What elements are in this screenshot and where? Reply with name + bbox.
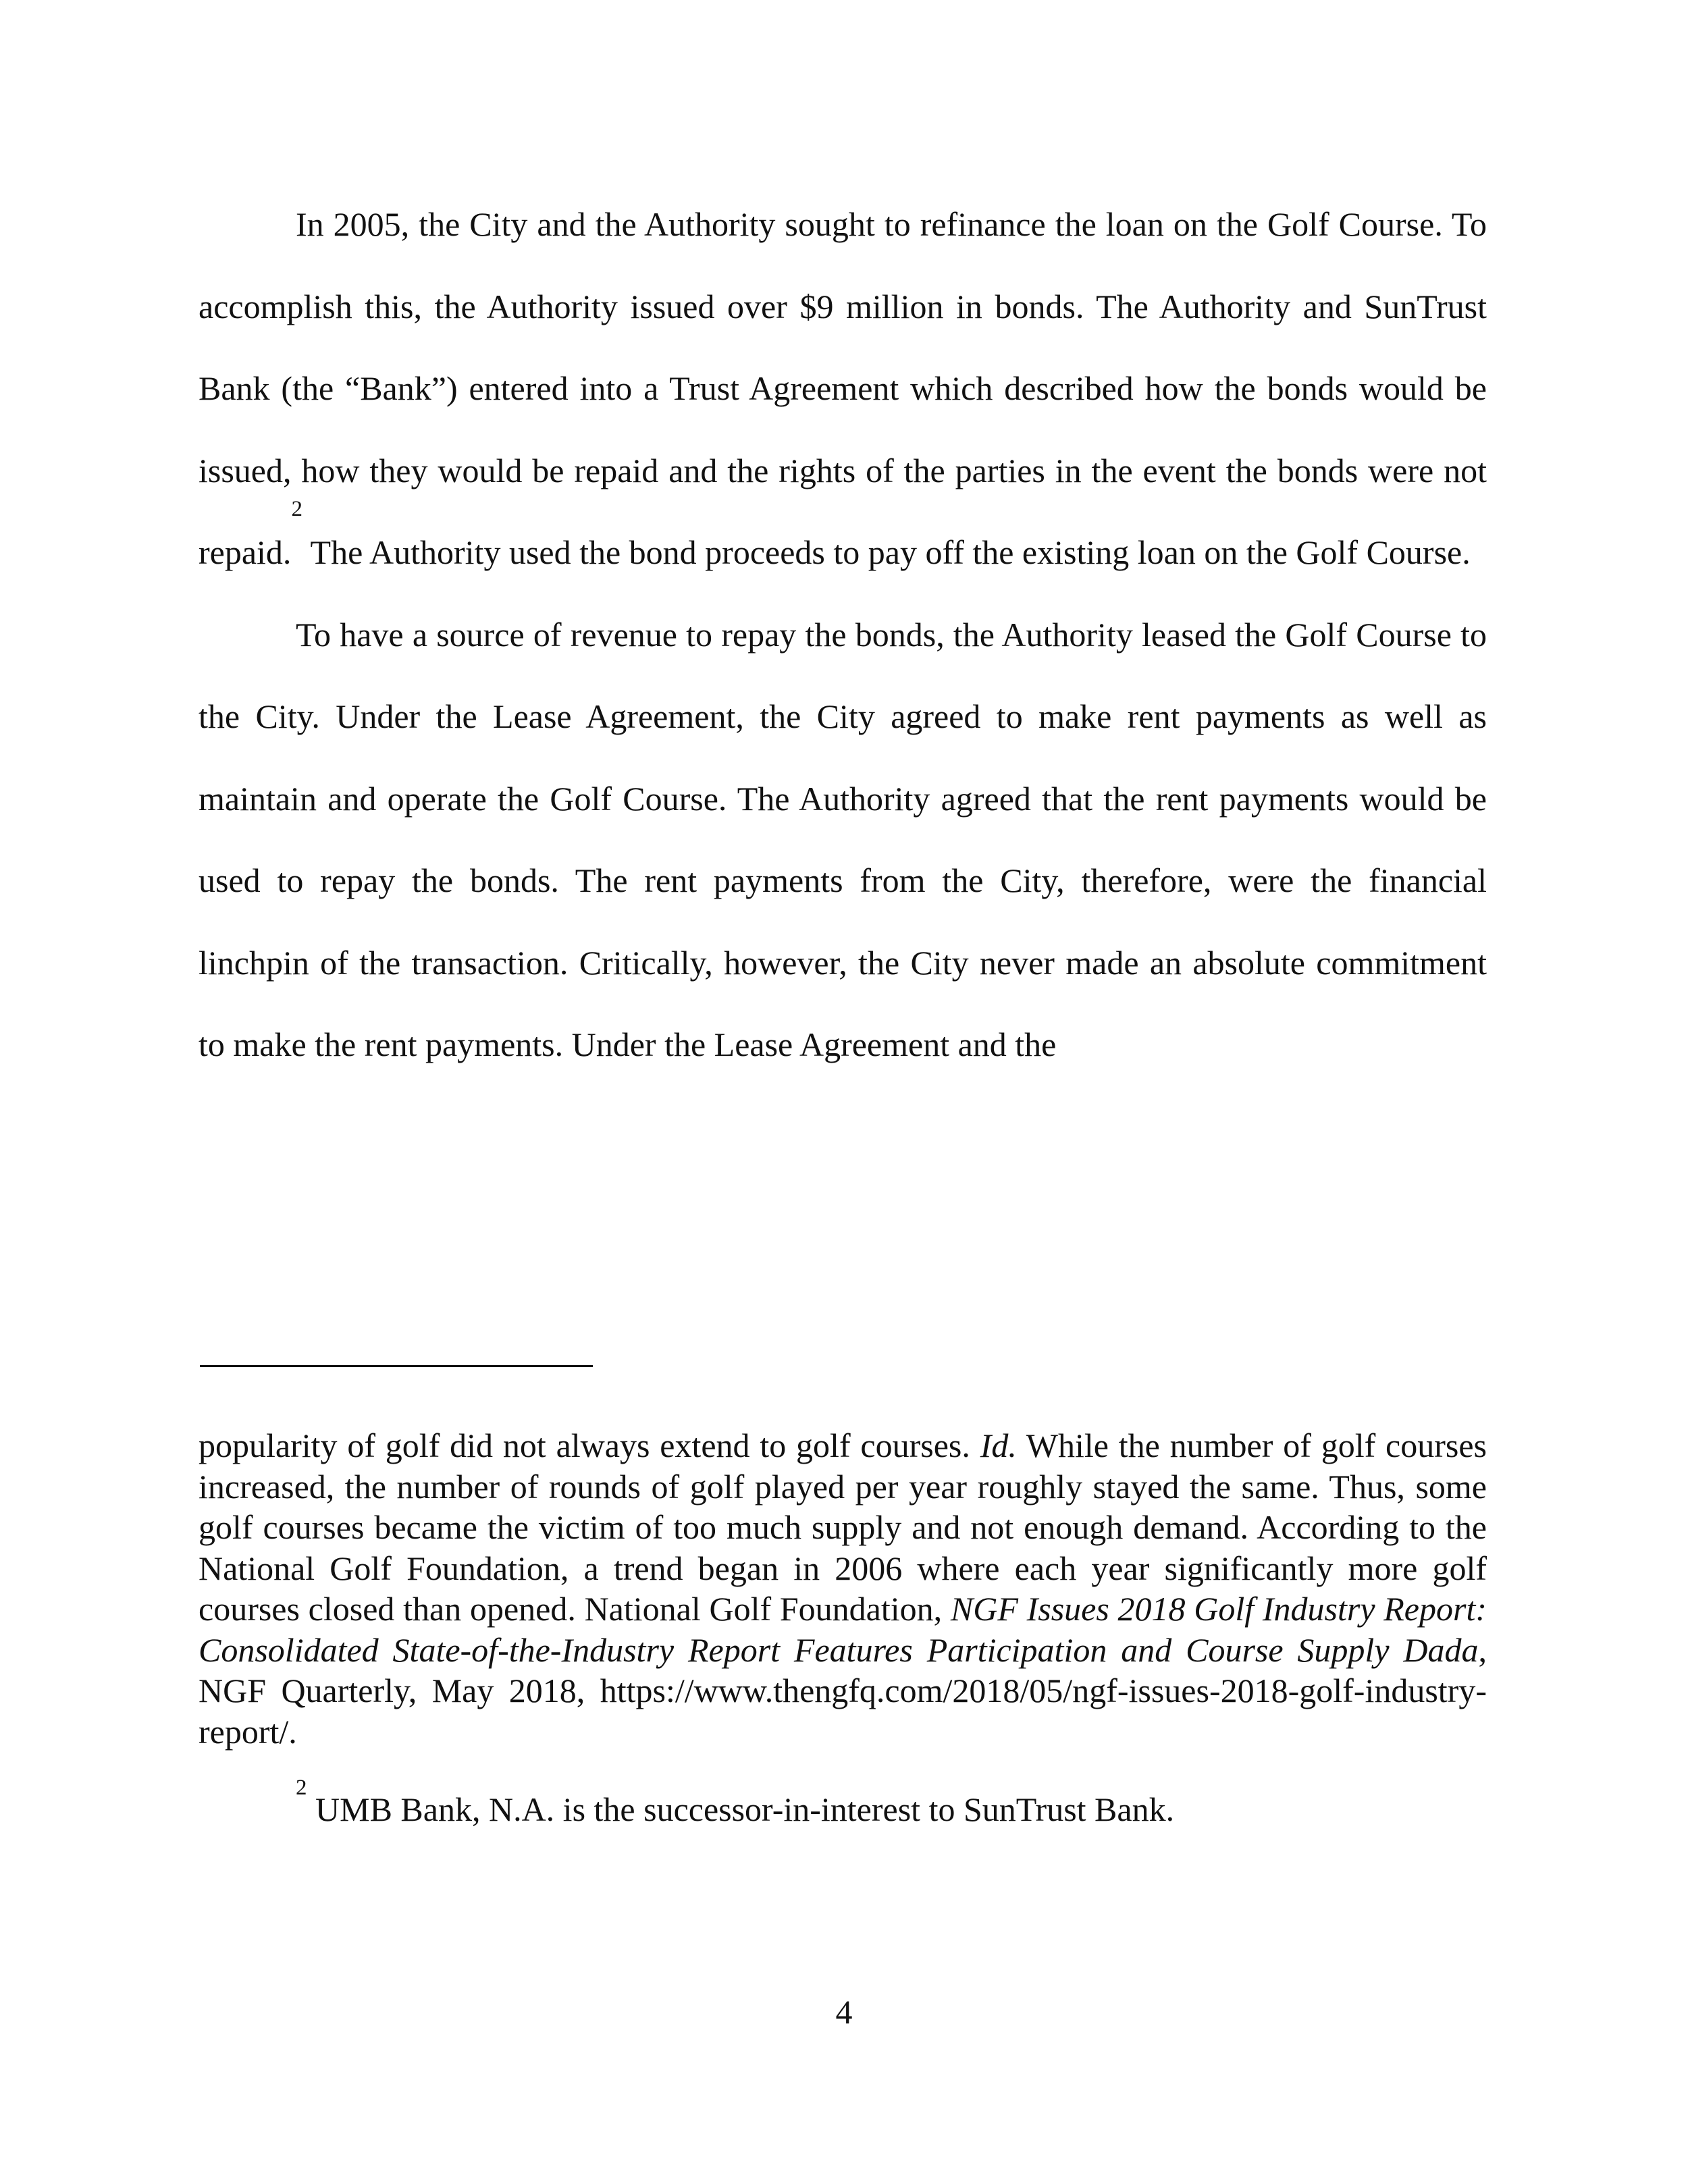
footnote-2-marker: 2 (296, 1776, 307, 1800)
footnote-continued (199, 1425, 1487, 1752)
footnote-2-text: UMB Bank, N.A. is the successor-in-interest to SunTrust Bank. (307, 1790, 1175, 1828)
paragraph-1-text-a: In 2005, the City and the Authority sought to refinance the loan on the Golf Course. To accomplish this, the Authority issued over $9 million in bonds. The Authority and SunTrust Bank (the “Bank”) entered into a Trust Agreement which described how the bonds would be issued, how they would be repaid and the rights of the parties in the event the bonds were not repaid. (199, 205, 1487, 571)
body-text (199, 184, 1487, 1086)
footnote-continued-seg-1: popularity of golf did not always extend to golf courses. (199, 1427, 980, 1464)
footnote-continued-report-title: NGF Issues 2018 Golf Industry Report: Consolidated State-of-the-Industry Report Features Participation and Course Supply Dada (199, 1590, 1487, 1669)
footnote-separator (200, 1365, 593, 1367)
footnote-continued-seg-3: While the number of golf courses increased, the number of rounds of golf played per year roughly stayed the same. Thus, some golf courses became the victim of too much supply and not enough demand. According to the National Golf Foundation, a trend began in 2006 where each year significantly more golf courses closed than opened. National Golf Foundation, (199, 1427, 1487, 1628)
footnote-ref-2[interactable]: 2 (291, 497, 302, 521)
footnote-continued-id-cite: Id. (980, 1427, 1017, 1464)
page-number: 4 (835, 1993, 853, 2031)
footnote-2 (296, 1776, 1175, 1830)
paragraph-1 (199, 184, 1487, 594)
footnote-continued-seg-5: , NGF Quarterly, May 2018, https://www.thengfq.com/2018/05/ngf-issues-2018-golf-industry-report/. (199, 1630, 1487, 1751)
paragraph-2: To have a source of revenue to repay the bonds, the Authority leased the Golf Course to the City. Under the Lease Agreement, the City agreed to make rent payments as well as maintain and operate the Golf Course. The Authority agreed that the rent payments would be used to repay the bonds. The rent payments from the City, therefore, were the financial linchpin of the transaction. Critically, however, the City never made an absolute commitment to make the rent payments. Under the Lease Agreement and the (199, 615, 1487, 1063)
paragraph-1-text-b: The Authority used the bond proceeds to pay off the existing loan on the Golf Course. (302, 533, 1471, 571)
